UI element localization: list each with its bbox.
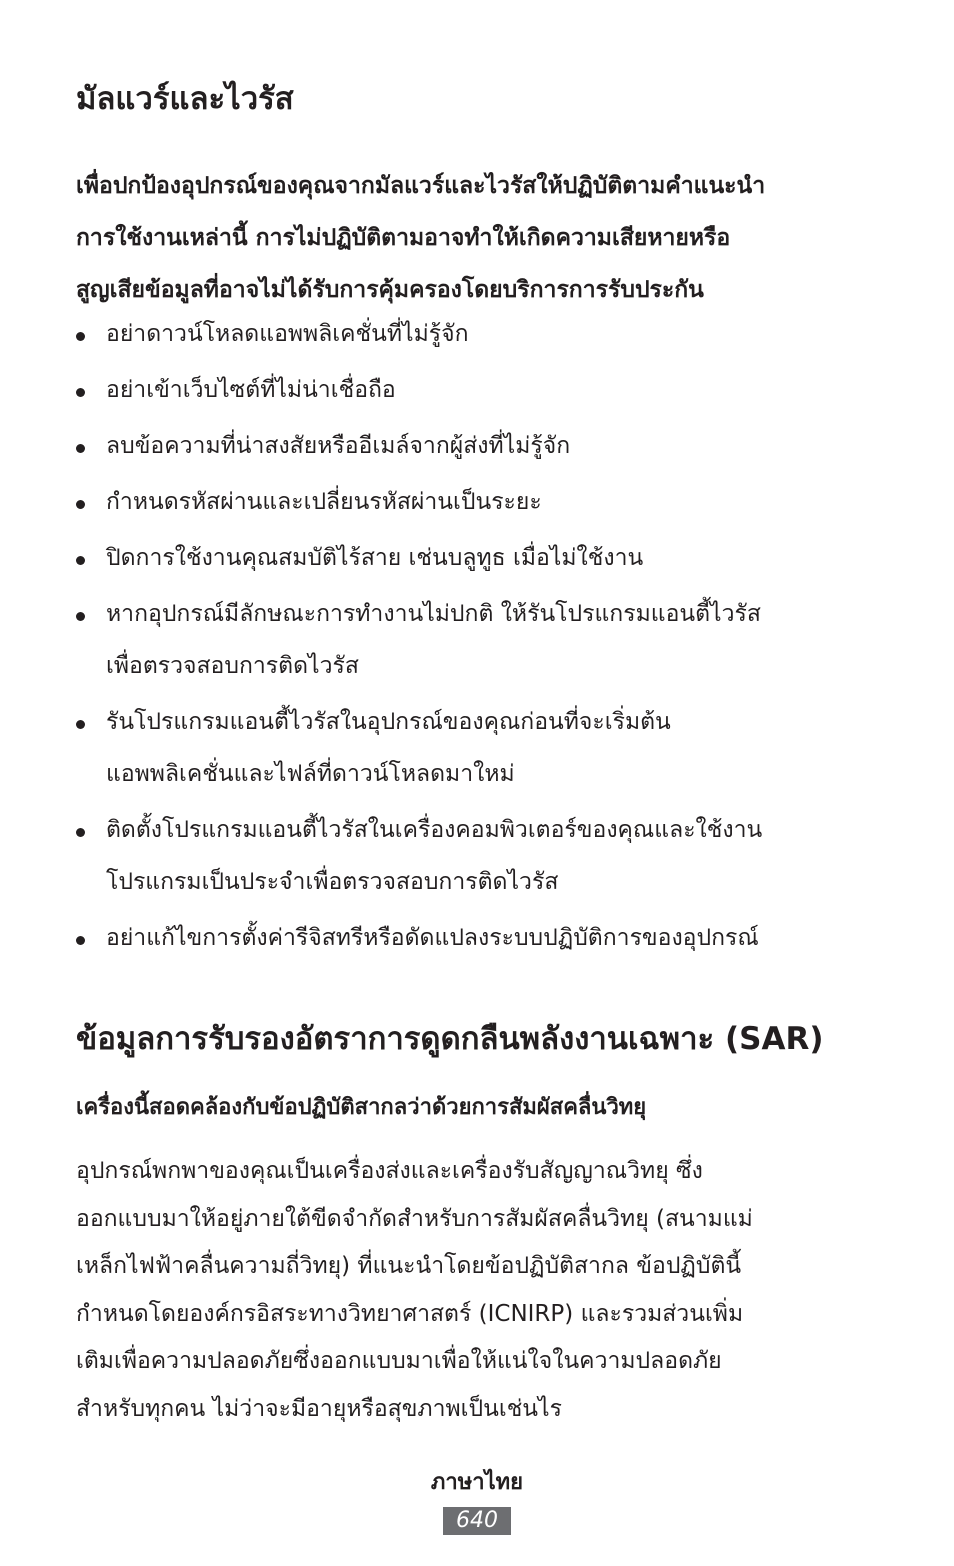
sar-paragraph <box>76 1148 896 1433</box>
paragraph-line: เหล็กไฟฟ้าคลื่นความถี่วิทยุ) ที่แนะนำโดยข้อปฏิบัติสากล ข้อปฏิบัตินี้ <box>76 1253 742 1279</box>
paragraph-line: ออกแบบมาให้อยู่ภายใต้ขีดจำกัดสำหรับการสัมผัสคลื่นวิทยุ (สนามแม่ <box>76 1205 753 1232</box>
bullet-icon <box>76 332 85 341</box>
list-item <box>76 364 896 416</box>
bullet-icon <box>76 612 85 621</box>
bullet-icon <box>76 720 85 729</box>
paragraph-line: อุปกรณ์พกพาของคุณเป็นเครื่องส่งและเครื่องรับสัญญาณวิทยุ ซึ่ง <box>76 1158 703 1184</box>
list-item-text: อย่าเข้าเว็บไซต์ที่ไม่น่าเชื่อถือ <box>106 377 396 403</box>
bullet-icon <box>76 444 85 453</box>
list-item <box>76 476 896 528</box>
malware-tips-list <box>76 308 896 968</box>
footer-language-label: ภาษาไทย <box>430 1470 524 1495</box>
section-title-sar: ข้อมูลการรับรองอัตราการดูดกลืนพลังงานเฉพาะ (SAR) <box>76 1021 824 1057</box>
list-item <box>76 532 896 584</box>
section-title-malware: มัลแวร์และไวรัส <box>76 81 294 117</box>
paragraph-line: กำหนดโดยองค์กรอิสระทางวิทยาศาสตร์ (ICNIRP) และรวมส่วนเพิ่ม <box>76 1300 744 1327</box>
intro-line: การใช้งานเหล่านี้ การไม่ปฏิบัติตามอาจทำให้เกิดความเสียหายหรือ <box>76 225 731 251</box>
list-item-text: ติดตั้งโปรแกรมแอนตี้ไวรัสในเครื่องคอมพิวเตอร์ของคุณและใช้งาน <box>106 817 763 843</box>
bullet-icon <box>76 556 85 565</box>
list-item-text: กำหนดรหัสผ่านและเปลี่ยนรหัสผ่านเป็นระยะ <box>106 489 542 515</box>
sar-subheading: เครื่องนี้สอดคล้องกับข้อปฏิบัติสากลว่าด้วยการสัมผัสคลื่นวิทยุ <box>76 1095 647 1120</box>
list-item-text: แอพพลิเคชั่นและไฟล์ที่ดาวน์โหลดมาใหม่ <box>106 761 515 787</box>
list-item <box>76 588 896 692</box>
list-item-text: หากอุปกรณ์มีลักษณะการทำงานไม่ปกติ ให้รันโปรแกรมแอนตี้ไวรัส <box>106 601 761 627</box>
list-item-text: รันโปรแกรมแอนตี้ไวรัสในอุปกรณ์ของคุณก่อนที่จะเริ่มต้น <box>106 709 671 735</box>
bullet-icon <box>76 828 85 837</box>
list-item-text: โปรแกรมเป็นประจำเพื่อตรวจสอบการติดไวรัส <box>106 869 559 895</box>
intro-line: สูญเสียข้อมูลที่อาจไม่ได้รับการคุ้มครองโดยบริการการรับประกัน <box>76 277 704 303</box>
list-item <box>76 696 896 800</box>
bullet-icon <box>76 936 85 945</box>
bullet-icon <box>76 500 85 509</box>
intro-line: เพื่อปกป้องอุปกรณ์ของคุณจากมัลแวร์และไวรัสให้ปฏิบัติตามคำแนะนำ <box>76 173 766 199</box>
list-item <box>76 308 896 360</box>
list-item-text: ปิดการใช้งานคุณสมบัติไร้สาย เช่นบลูทูธ เมื่อไม่ใช้งาน <box>106 545 644 571</box>
list-item-text: อย่าดาวน์โหลดแอพพลิเคชั่นที่ไม่รู้จัก <box>106 321 469 347</box>
list-item-text: ลบข้อความที่น่าสงสัยหรืออีเมล์จากผู้ส่งที่ไม่รู้จัก <box>106 433 571 459</box>
bullet-icon <box>76 388 85 397</box>
list-item <box>76 912 896 964</box>
list-item <box>76 804 896 908</box>
list-item <box>76 420 896 472</box>
paragraph-line: เติมเพื่อความปลอดภัยซึ่งออกแบบมาเพื่อให้แน่ใจในความปลอดภัย <box>76 1348 722 1374</box>
page-number: 640 <box>443 1507 511 1535</box>
intro-paragraph <box>76 160 896 316</box>
paragraph-line: สำหรับทุกคน ไม่ว่าจะมีอายุหรือสุขภาพเป็นเช่นไร <box>76 1395 562 1422</box>
list-item-text: อย่าแก้ไขการตั้งค่ารีจิสทรีหรือดัดแปลงระบบปฏิบัติการของอุปกรณ์ <box>106 925 759 951</box>
list-item-text: เพื่อตรวจสอบการติดไวรัส <box>106 653 359 679</box>
